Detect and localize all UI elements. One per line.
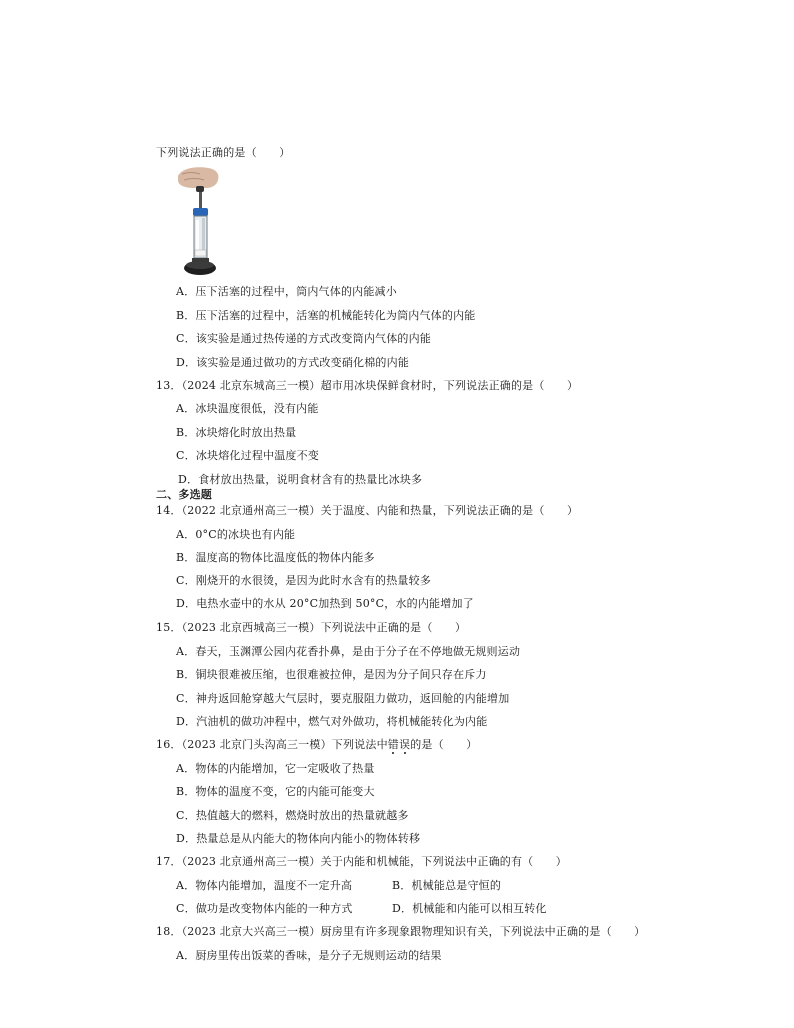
intro-option-a: A．压下活塞的过程中，筒内气体的内能减小 (176, 285, 397, 298)
q17-option-c: C．做功是改变物体内能的一种方式 (176, 902, 353, 915)
q13-option-c: C．冰块熔化过程中温度不变 (176, 449, 320, 462)
q13-option-d: D．食材放出热量，说明食材含有的热量比冰块多 (178, 473, 423, 486)
q16-option-c: C．热值越大的燃料，燃烧时放出的热量就越多 (176, 809, 409, 822)
q16-emphasis-char: 错 (387, 738, 399, 751)
q16-stem-part: 的是（ ） (410, 738, 478, 751)
q15-option-c: C．神舟返回舱穿越大气层时，要克服阻力做功，返回舱的内能增加 (176, 692, 510, 705)
q16-option-b: B．物体的温度不变，它的内能可能变大 (176, 785, 375, 798)
q14-option-d: D．电热水壶中的水从 20°C加热到 50°C，水的内能增加了 (176, 597, 474, 610)
q18-stem: 18．（2023 北京大兴高三一模）厨房里有许多现象跟物理知识有关，下列说法中正确的是（ ） (156, 925, 646, 938)
q16-emphasis-char: 误 (399, 738, 411, 751)
intro-option-c: C．该实验是通过热传递的方式改变筒内气体的内能 (176, 332, 432, 345)
q14-option-c: C．刚烧开的水很烫，是因为此时水含有的热量较多 (176, 574, 432, 587)
intro-option-b: B．压下活塞的过程中，活塞的机械能转化为筒内气体的内能 (176, 309, 476, 322)
q16-option-a: A．物体的内能增加，它一定吸收了热量 (176, 762, 375, 775)
q14-option-a: A．0°C的冰块也有内能 (176, 528, 296, 541)
q16-stem (156, 738, 477, 752)
q15-option-a: A．春天，玉渊潭公园内花香扑鼻，是由于分子在不停地做无规则运动 (176, 645, 521, 658)
q17-stem: 17．（2023 北京通州高三一模）关于内能和机械能，下列说法中正确的有（ ） (156, 855, 567, 868)
q13-option-b: B．冰块熔化时放出热量 (176, 426, 297, 439)
q17-option-a: A．物体内能增加，温度不一定升高 (176, 879, 353, 892)
q17-option-b: B．机械能总是守恒的 (392, 879, 502, 892)
q14-option-b: B．温度高的物体比温度低的物体内能多 (176, 551, 375, 564)
q16-stem-part: 16．（2023 北京门头沟高三一模）下列说法中 (156, 738, 388, 751)
q14-stem: 14．（2022 北京通州高三一模）关于温度、内能和热量，下列说法正确的是（ ） (156, 504, 579, 517)
q13-option-a: A．冰块温度很低，没有内能 (176, 402, 319, 415)
q17-option-d: D．机械能和内能可以相互转化 (392, 902, 547, 915)
q15-stem: 15．（2023 北京西城高三一模）下列说法中正确的是（ ） (156, 621, 467, 634)
intro-question-stem: 下列说法正确的是（ ） (156, 146, 291, 159)
q18-option-a: A．厨房里传出饭菜的香味，是分子无规则运动的结果 (176, 949, 442, 962)
q13-stem: 13．（2024 北京东城高三一模）超市用冰块保鲜食材时，下列说法正确的是（ ） (156, 379, 579, 392)
q15-option-d: D．汽油机的做功冲程中，燃气对外做功，将机械能转化为内能 (176, 715, 488, 728)
q15-option-b: B．铜块很难被压缩，也很难被拉伸，是因为分子间只存在斥力 (176, 668, 487, 681)
section-title: 二、多选题 (156, 488, 212, 501)
q16-option-d: D．热量总是从内能大的物体向内能小的物体转移 (176, 832, 421, 845)
intro-option-d: D．该实验是通过做功的方式改变硝化棉的内能 (176, 356, 410, 369)
air-compression-apparatus-icon (172, 166, 228, 278)
